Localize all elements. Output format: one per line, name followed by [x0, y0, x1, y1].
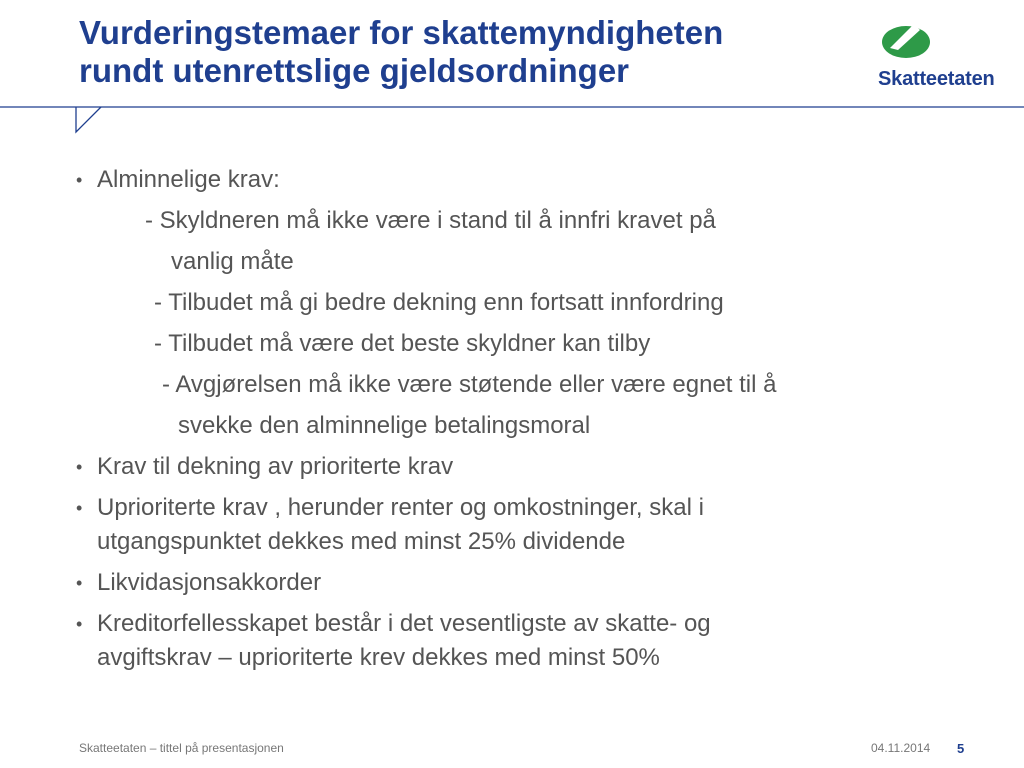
- sub-item-4-line-2: svekke den alminnelige betalingsmoral: [178, 412, 591, 439]
- sub-item-1-line-2: vanlig måte: [171, 248, 294, 275]
- logo-text: Skatteetaten: [878, 68, 995, 90]
- bullet-marker: •: [76, 457, 83, 477]
- bullet-marker: •: [76, 498, 83, 518]
- sub-item-1-line-1: - Skyldneren må ikke være i stand til å innfri kravet på: [145, 207, 716, 234]
- sub-item-2: - Tilbudet må gi bedre dekning enn fortsatt innfordring: [154, 289, 724, 316]
- sub-item-4-line-1: - Avgjørelsen må ikke være støtende eller være egnet til å: [162, 371, 777, 398]
- bullet-item-4: Likvidasjonsakkorder: [97, 569, 322, 596]
- bullet-item-5-line-1: Kreditorfellesskapet består i det vesentligste av skatte- og: [97, 610, 711, 637]
- sub-item-3: - Tilbudet må være det beste skyldner kan tilby: [154, 330, 651, 357]
- bullet-marker: •: [76, 170, 83, 190]
- bullet-item-1: Alminnelige krav:: [97, 166, 280, 193]
- page-number: 5: [957, 741, 965, 756]
- bullet-marker: •: [76, 614, 83, 634]
- footer-date: 04.11.2014: [871, 741, 931, 755]
- slide-title-line-2: rundt utenrettslige gjeldsordninger: [79, 52, 630, 89]
- bullet-item-3-line-2: utgangspunktet dekkes med minst 25% dividende: [97, 528, 626, 555]
- bullet-item-2: Krav til dekning av prioriterte krav: [97, 453, 454, 480]
- bullet-marker: •: [76, 573, 83, 593]
- footer-text: Skatteetaten – tittel på presentasjonen: [79, 741, 284, 755]
- bullet-item-5-line-2: avgiftskrav – uprioriterte krev dekkes med minst 50%: [97, 644, 660, 671]
- bullet-item-3-line-1: Uprioriterte krav , herunder renter og omkostninger, skal i: [97, 494, 704, 521]
- slide-title-line-1: Vurderingstemaer for skattemyndigheten: [79, 14, 724, 51]
